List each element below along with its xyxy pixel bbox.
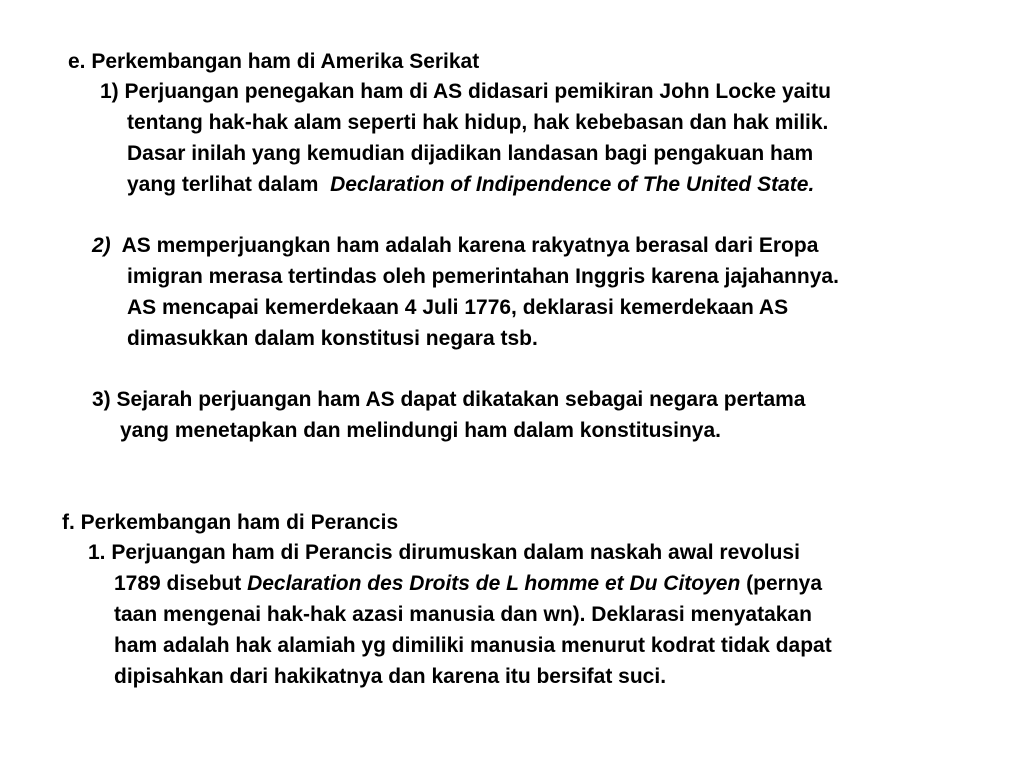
section-f-item1-line1: 1. Perjuangan ham di Perancis dirumuskan dalam naskah awal revolusi (88, 541, 800, 564)
section-e-item2-line2: imigran merasa tertindas oleh pemerintahan Inggris karena jajahannya. (127, 265, 839, 288)
section-e-item3-line1: 3) Sejarah perjuangan ham AS dapat dikatakan sebagai negara pertama (92, 388, 806, 411)
section-e-item2-line1 (92, 230, 818, 261)
section-e-heading: e. Perkembangan ham di Amerika Serikat (68, 50, 480, 73)
section-e-item1-line2: tentang hak-hak alam seperti hak hidup, hak kebebasan dan hak milik. (127, 111, 829, 134)
section-e-item3-line2: yang menetapkan dan melindungi ham dalam konstitusinya. (120, 419, 721, 442)
item2-text: AS memperjuangkan ham adalah karena rakyatnya berasal dari Eropa (121, 234, 819, 257)
section-f-item1-line3: taan mengenai hak-hak azasi manusia dan wn). Deklarasi menyatakan (114, 603, 812, 626)
section-f-item1-line4: ham adalah hak alamiah yg dimiliki manusia menurut kodrat tidak dapat (114, 634, 832, 657)
declaration-des-droits-title: Declaration des Droits de L homme et Du Citoyen (247, 572, 741, 595)
item1-text: Perjuangan penegakan ham di AS didasari pemikiran John Locke yaitu (124, 80, 831, 103)
section-e-item1-line3: Dasar inilah yang kemudian dijadikan landasan bagi pengakuan ham (127, 142, 814, 165)
item1-f-line2-plain: 1789 disebut (114, 572, 242, 595)
section-f-item1-line2 (114, 568, 822, 599)
section-e-item2-line3: AS mencapai kemerdekaan 4 Juli 1776, deklarasi kemerdekaan AS (127, 296, 789, 319)
declaration-of-independence-title: Declaration of Indipendence of The United State. (330, 173, 815, 196)
item1-f-line2-after: (pernya (746, 572, 822, 595)
section-f-heading: f. Perkembangan ham di Perancis (62, 511, 399, 534)
section-e-item2-line4: dimasukkan dalam konstitusi negara tsb. (127, 327, 538, 350)
section-e-item1-line4 (127, 169, 814, 200)
item2-marker: 2) (92, 234, 111, 257)
section-e-item1-line1 (100, 76, 831, 107)
item1-line4-plain: yang terlihat dalam (127, 173, 319, 196)
item1-marker: 1) (100, 80, 119, 103)
section-f-item1-line5: dipisahkan dari hakikatnya dan karena itu bersifat suci. (114, 665, 667, 688)
